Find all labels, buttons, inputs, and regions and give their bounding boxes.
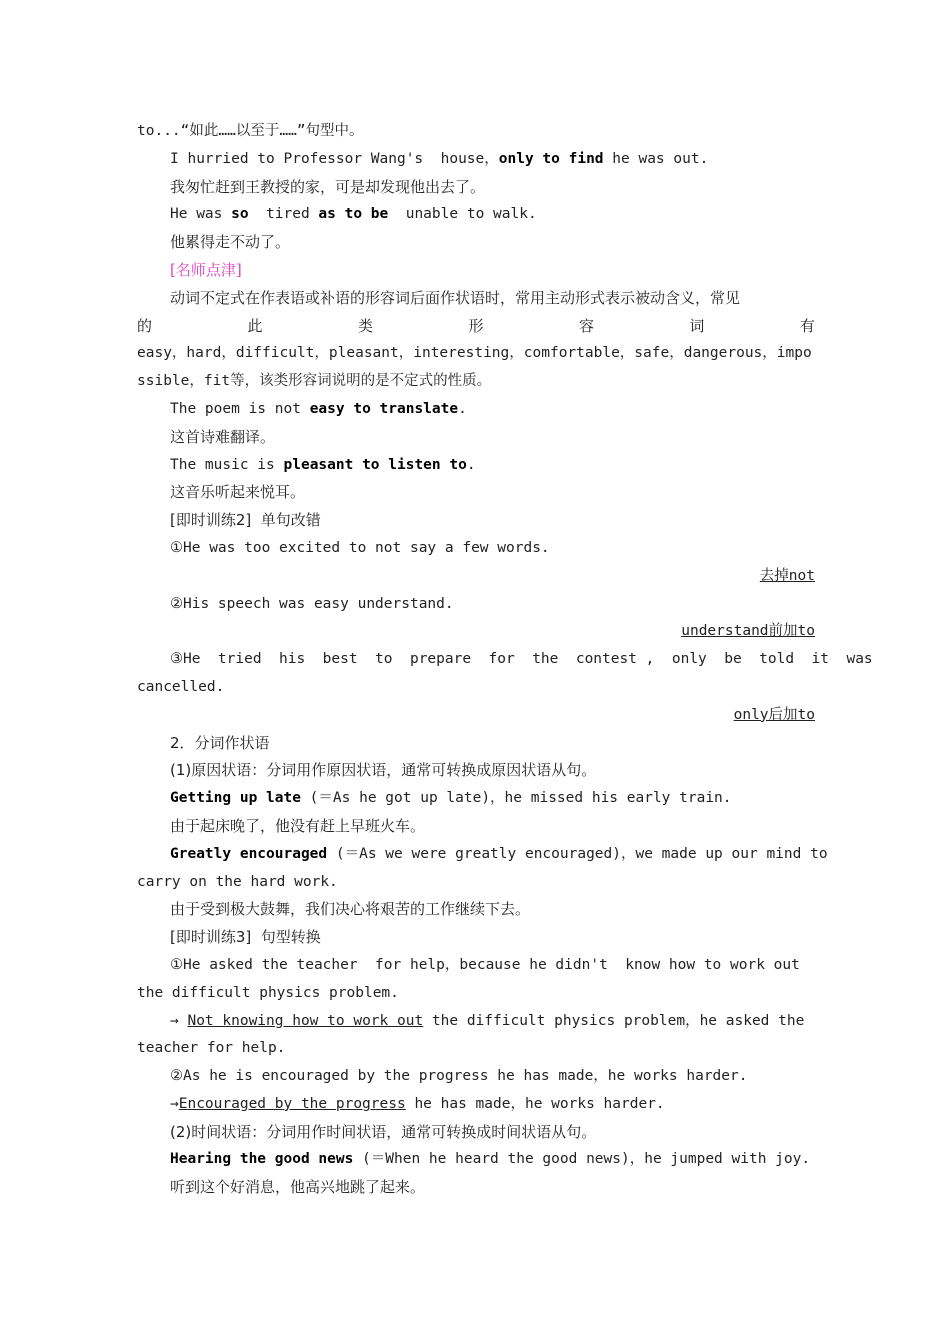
translation: 听到这个好消息，他高兴地跳了起来。 — [170, 1178, 426, 1197]
example-sentence: Hearing the good news (＝When he heard the good news)，he jumped with joy. — [170, 1151, 811, 1168]
exercise-answer: only后加to — [733, 706, 815, 723]
text-line: (1)原因状语：分词用作原因状语，通常可转换成原因状语从句。 — [170, 761, 597, 780]
example-sentence: Greatly encouraged (＝As we were greatly encouraged)，we made up our mind to — [170, 845, 828, 862]
exercise-answer-cont: teacher for help. — [137, 1040, 286, 1057]
text-line: ssible，fit等，该类形容词说明的是不定式的性质。 — [137, 373, 492, 390]
translation: 由于受到极大鼓舞，我们决心将艰苦的工作继续下去。 — [170, 900, 531, 919]
exercise-answer: 去掉not — [759, 567, 815, 584]
section-tag: [名师点津] — [170, 260, 242, 279]
exercise-item: ③He tried his best to prepare for the contest , only be told it was — [170, 651, 873, 668]
exercise-heading: [即时训练2] 单句改错 — [170, 511, 321, 530]
translation: 这首诗难翻译。 — [170, 427, 276, 446]
example-sentence: I hurried to Professor Wang's house，only to find he was out. — [170, 150, 709, 167]
exercise-item: ①He was too excited to not say a few words. — [170, 539, 550, 556]
translation: 这音乐听起来悦耳。 — [170, 483, 306, 502]
exercise-item: ①He asked the teacher for help，because he didn't know how to work out — [170, 956, 800, 973]
text-line: to...“如此……以至于……”句型中。 — [137, 123, 364, 139]
example-sentence: The music is pleasant to listen to. — [170, 456, 476, 473]
example-sentence-cont: carry on the hard work. — [137, 873, 338, 890]
exercise-answer: understand前加to — [681, 623, 815, 640]
exercise-item-cont: the difficult physics problem. — [137, 984, 399, 1001]
example-sentence: Getting up late (＝As he got up late)，he missed his early train. — [170, 790, 732, 807]
text-line: easy，hard，difficult，pleasant，interesting，comfortable，safe，dangerous，impo — [137, 345, 812, 362]
exercise-heading: [即时训练3] 句型转换 — [170, 928, 321, 947]
translation: 他累得走不动了。 — [170, 233, 291, 252]
translation: 由于起床晚了，他没有赶上早班火车。 — [170, 816, 426, 835]
text-line: 动词不定式在作表语或补语的形容词后面作状语时，常用主动形式表示被动含义，常见 — [170, 288, 741, 307]
section-heading: 2．分词作状语 — [170, 733, 270, 752]
exercise-answer: → Not knowing how to work out the difficult physics problem，he asked the — [170, 1012, 805, 1029]
translation: 我匆忙赶到王教授的家，可是却发现他出去了。 — [170, 177, 486, 196]
exercise-item-cont: cancelled. — [137, 678, 225, 695]
exercise-item: ②As he is encouraged by the progress he has made，he works harder. — [170, 1068, 748, 1085]
exercise-answer: →Encouraged by the progress he has made，he works harder. — [170, 1095, 665, 1112]
justified-line: 的 此 类 形 容 词 有 — [137, 316, 815, 335]
document-body — [137, 118, 873, 1202]
text-line: (2)时间状语：分词用作时间状语，通常可转换成时间状语从句。 — [170, 1122, 597, 1141]
example-sentence: He was so tired as to be unable to walk. — [170, 206, 537, 223]
example-sentence: The poem is not easy to translate. — [170, 400, 467, 417]
exercise-item: ②His speech was easy understand. — [170, 595, 454, 612]
